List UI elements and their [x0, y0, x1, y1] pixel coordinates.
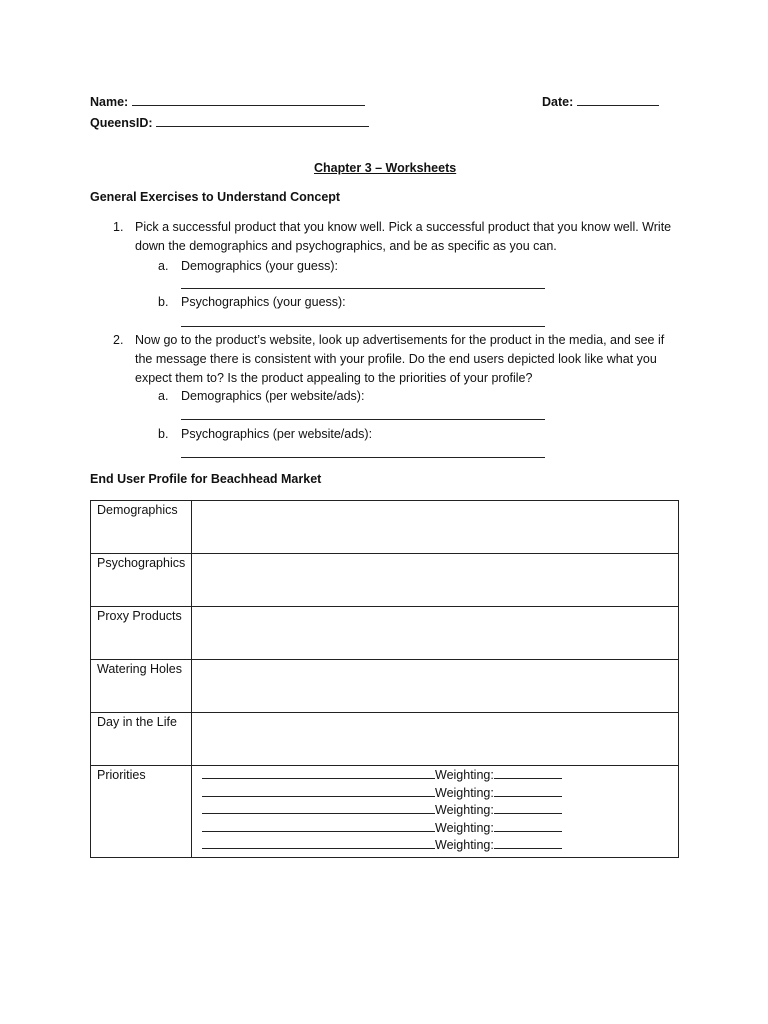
- table-row: [91, 607, 679, 660]
- question-2a: [158, 387, 364, 406]
- priority-row: [202, 820, 672, 838]
- weighting-blank[interactable]: [494, 802, 562, 814]
- row-input-proxy-products[interactable]: [192, 607, 679, 660]
- row-label: Psychographics: [91, 554, 192, 607]
- table-row: [91, 660, 679, 713]
- queensid-blank[interactable]: [156, 114, 369, 127]
- sub-letter: a.: [158, 389, 169, 403]
- sub-letter: b.: [158, 295, 169, 309]
- weighting-blank[interactable]: [494, 820, 562, 832]
- question-2b: [158, 425, 372, 444]
- end-user-profile-table: [90, 500, 679, 858]
- name-field: [90, 93, 365, 109]
- question-2: [113, 331, 673, 388]
- priority-row: [202, 785, 672, 803]
- table-row: [91, 554, 679, 607]
- row-label: Demographics: [91, 501, 192, 554]
- table-row: [91, 501, 679, 554]
- weighting-blank[interactable]: [494, 767, 562, 779]
- date-blank[interactable]: [577, 93, 659, 106]
- priority-row: [202, 802, 672, 820]
- question-1: [113, 218, 673, 256]
- answer-line-1a[interactable]: [181, 288, 545, 289]
- question-number: 1.: [113, 220, 124, 234]
- row-label: Day in the Life: [91, 713, 192, 766]
- answer-line-1b[interactable]: [181, 326, 545, 327]
- queensid-field: [90, 114, 369, 130]
- sub-letter: a.: [158, 259, 169, 273]
- priority-blank[interactable]: [202, 820, 435, 832]
- queensid-label: QueensID:: [90, 116, 153, 130]
- sub-text: Demographics (per website/ads):: [181, 389, 365, 403]
- row-label: Watering Holes: [91, 660, 192, 713]
- weighting-blank[interactable]: [494, 785, 562, 797]
- weighting-label: Weighting:: [435, 803, 494, 817]
- priorities-list: [192, 766, 679, 858]
- priority-row: [202, 837, 672, 855]
- section-heading-profile: End User Profile for Beachhead Market: [90, 472, 322, 486]
- weighting-label: Weighting:: [435, 768, 494, 782]
- weighting-blank[interactable]: [494, 837, 562, 849]
- sub-text: Psychographics (per website/ads):: [181, 427, 373, 441]
- weighting-label: Weighting:: [435, 838, 494, 852]
- question-1b: [158, 293, 346, 312]
- question-number: 2.: [113, 333, 124, 347]
- question-1a: [158, 257, 338, 276]
- name-blank[interactable]: [132, 93, 365, 106]
- row-input-day-in-the-life[interactable]: [192, 713, 679, 766]
- section-heading-general: General Exercises to Understand Concept: [90, 190, 341, 204]
- weighting-label: Weighting:: [435, 785, 494, 800]
- row-input-psychographics[interactable]: [192, 554, 679, 607]
- priority-blank[interactable]: [202, 785, 435, 797]
- priority-row: [202, 767, 672, 785]
- row-input-demographics[interactable]: [192, 501, 679, 554]
- date-label: Date:: [542, 95, 574, 109]
- page-title: Chapter 3 – Worksheets: [314, 161, 457, 175]
- question-text: Now go to the product’s website, look up advertisements for the product in the media, and see if the message there is consistent with your profile. Do the end users depicted look like what you expect them to? Is the product appealing to the priorities of your profile?: [135, 333, 665, 385]
- priority-blank[interactable]: [202, 802, 435, 814]
- sub-text: Psychographics (your guess):: [181, 295, 346, 309]
- question-text: Pick a successful product that you know well. Pick a successful product that you know well. Write down the demographics and psychographics, and be as specific as you can.: [135, 220, 672, 253]
- name-label: Name:: [90, 95, 129, 109]
- date-field: [542, 93, 659, 109]
- row-label: Proxy Products: [91, 607, 192, 660]
- row-label: Priorities: [91, 766, 192, 858]
- priority-blank[interactable]: [202, 837, 435, 849]
- sub-letter: b.: [158, 427, 169, 441]
- sub-text: Demographics (your guess):: [181, 259, 339, 273]
- priority-blank[interactable]: [202, 767, 435, 779]
- answer-line-2a[interactable]: [181, 419, 545, 420]
- table-row-priorities: [91, 766, 679, 858]
- row-input-watering-holes[interactable]: [192, 660, 679, 713]
- weighting-label: Weighting:: [435, 820, 494, 835]
- answer-line-2b[interactable]: [181, 457, 545, 458]
- table-row: [91, 713, 679, 766]
